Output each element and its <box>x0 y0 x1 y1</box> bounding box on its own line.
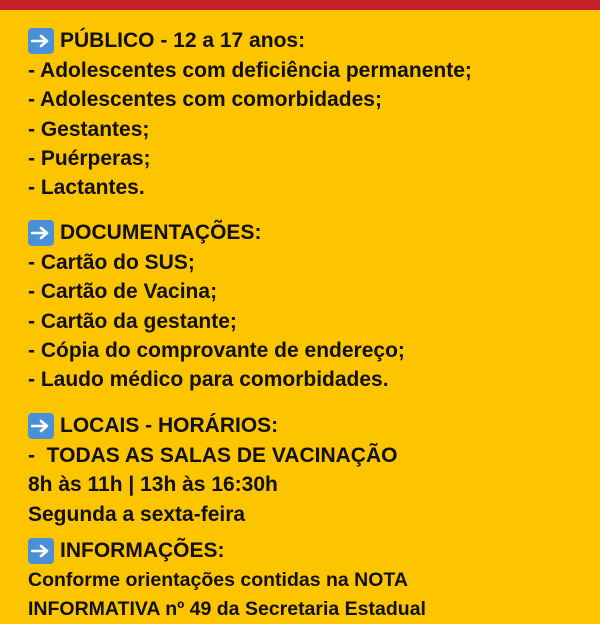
section-publico <box>28 26 600 202</box>
list-item: - Puérperas; <box>28 146 151 170</box>
right-arrow-icon <box>28 220 54 246</box>
list-item: Segunda a sexta-feira <box>28 502 246 526</box>
heading-text: PÚBLICO - 12 a 17 anos: <box>60 29 306 52</box>
list-item: - Cópia do comprovante de endereço; <box>28 338 405 362</box>
list-item: - Adolescentes com comorbidades; <box>28 88 382 112</box>
heading-text: LOCAIS - HORÁRIOS: <box>60 414 279 437</box>
list-item: - Adolescentes com deficiência permanente; <box>28 59 472 82</box>
section-documentacoes <box>28 218 600 394</box>
right-arrow-icon <box>28 28 54 54</box>
list-item: - Lactantes. <box>28 176 145 200</box>
list-item: - Cartão do SUS; <box>28 251 195 274</box>
heading-text: INFORMAÇÕES: <box>60 539 225 562</box>
section-heading <box>28 411 600 441</box>
top-bar <box>0 0 600 10</box>
right-arrow-icon <box>28 538 54 564</box>
heading-text: DOCUMENTAÇÕES: <box>60 221 262 244</box>
list-item: - TODAS AS SALAS DE VACINAÇÃO <box>28 444 398 467</box>
list-item: - Laudo médico para comorbidades. <box>28 368 389 392</box>
section-heading <box>28 26 600 56</box>
list-item: - Cartão de Vacina; <box>28 280 218 304</box>
list-item: Conforme orientações contidas na NOTA <box>28 569 408 591</box>
section-heading <box>28 536 600 566</box>
list-item: - Gestantes; <box>28 117 150 141</box>
section-heading <box>28 218 600 248</box>
section-informacoes <box>28 536 600 624</box>
list-item: - Cartão da gestante; <box>28 309 237 333</box>
list-item: 8h às 11h | 13h às 16:30h <box>28 473 278 497</box>
list-item: INFORMATIVA nº 49 da Secretaria Estadual <box>28 598 426 620</box>
section-locais <box>28 411 600 529</box>
right-arrow-icon <box>28 413 54 439</box>
